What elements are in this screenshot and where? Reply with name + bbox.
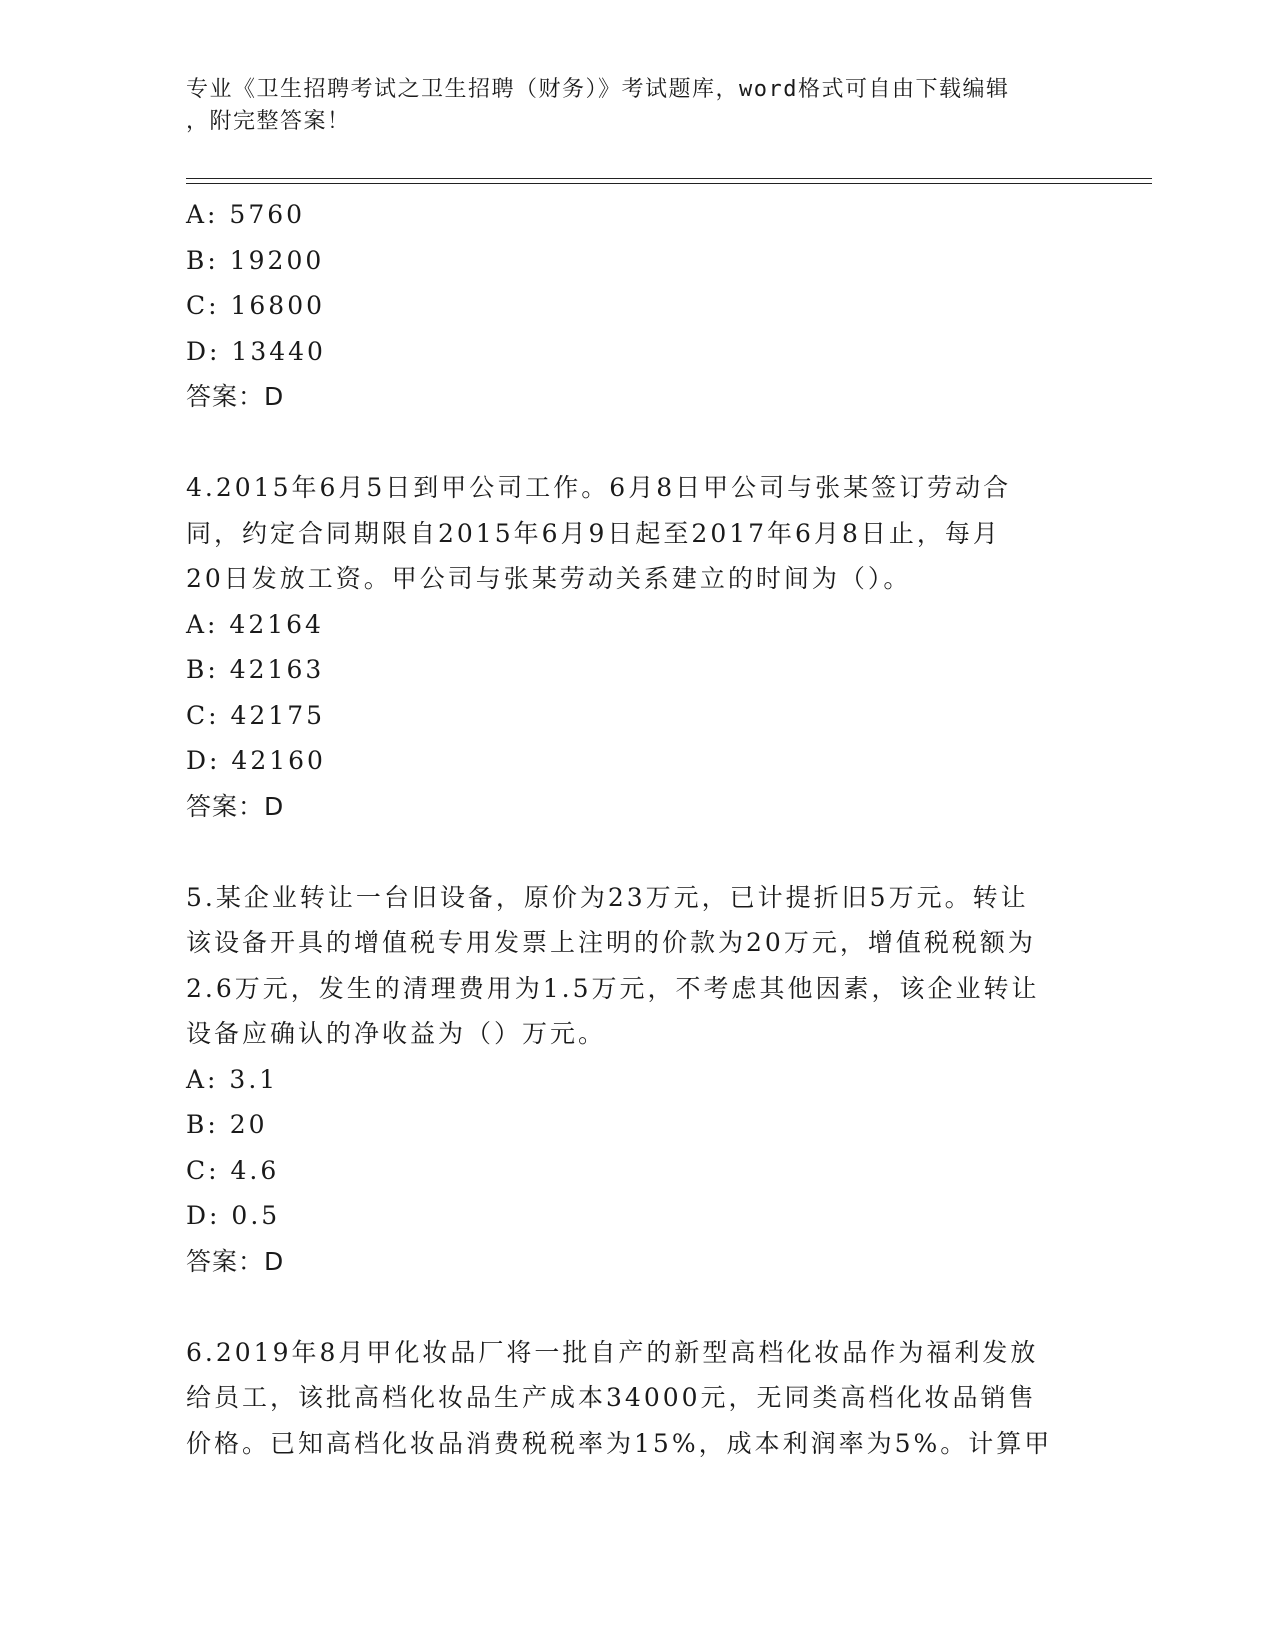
option-b: B: 19200: [186, 245, 325, 275]
question-stem-line: 价格。已知高档化妆品消费税税率为15%，成本利润率为5%。计算甲: [186, 1428, 1053, 1458]
option-a: A: 5760: [186, 200, 306, 229]
option-a: A: 42164: [186, 609, 324, 639]
header-rule-bottom: [186, 183, 1152, 184]
option-c: C: 4.6: [186, 1155, 280, 1185]
spacer: [186, 420, 1086, 466]
answer: 答案：D: [186, 791, 285, 821]
option-c: C: 42175: [186, 700, 326, 730]
question-3: [186, 192, 1086, 420]
option-b: B: 20: [186, 1110, 268, 1139]
question-stem-line: 5.某企业转让一台旧设备，原价为23万元，已计提折旧5万元。转让: [186, 882, 1029, 912]
option-d: D: 13440: [186, 336, 326, 366]
question-stem-line: 6.2019年8月甲化妆品厂将一批自产的新型高档化妆品作为福利发放: [186, 1337, 1039, 1367]
option-a: A: 3.1: [186, 1064, 279, 1094]
option-c: C: 16800: [186, 291, 326, 320]
question-stem-line: 2.6万元，发生的清理费用为1.5万元，不考虑其他因素，该企业转让: [186, 973, 1040, 1003]
answer: 答案：D: [186, 1246, 285, 1276]
question-stem-line: 4.2015年6月5日到甲公司工作。6月8日甲公司与张某签订劳动合: [186, 473, 1012, 502]
header-rule-top: [186, 178, 1152, 179]
question-5: [186, 875, 1086, 1285]
spacer: [186, 1284, 1086, 1330]
option-b: B: 42163: [186, 655, 325, 684]
question-stem-line: 该设备开具的增值税专用发票上注明的价款为20万元，增值税税额为: [186, 928, 1036, 957]
question-list: [186, 192, 1086, 1466]
question-stem-line: 20日发放工资。甲公司与张某劳动关系建立的时间为（）。: [186, 564, 912, 593]
option-d: D: 42160: [186, 746, 326, 775]
answer: 答案：D: [186, 382, 285, 411]
question-stem-line: 给员工，该批高档化妆品生产成本34000元，无同类高档化妆品销售: [186, 1383, 1037, 1412]
question-stem-line: 同，约定合同期限自2015年6月9日起至2017年6月8日止，每月: [186, 518, 1001, 548]
question-stem-line: 设备应确认的净收益为（）万元。: [186, 1019, 607, 1048]
header-line-2: ，附完整答案！: [186, 109, 351, 134]
question-6: [186, 1330, 1086, 1467]
option-d: D: 0.5: [186, 1201, 281, 1230]
document-header: [186, 74, 1086, 138]
question-4: [186, 465, 1086, 829]
spacer: [186, 829, 1086, 875]
header-line-1: 专业《卫生招聘考试之卫生招聘（财务）》考试题库，word格式可自由下载编辑: [186, 77, 1010, 102]
